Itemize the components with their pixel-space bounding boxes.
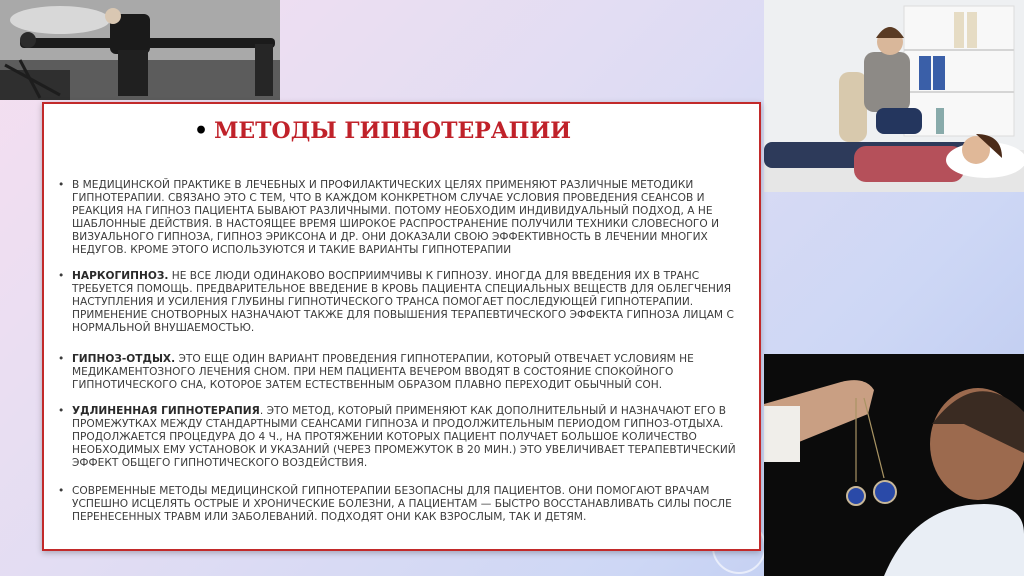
bullet: •	[58, 405, 65, 417]
paragraph-conclusion	[58, 485, 754, 524]
paragraph-keyword: НАРКОГИПНОЗ.	[72, 270, 169, 282]
paragraph-text	[72, 270, 754, 335]
paragraph-keyword: УДЛИНЕННАЯ ГИПНОТЕРАПИЯ	[72, 405, 260, 417]
bullet: •	[58, 485, 65, 497]
slide-title-text: МЕТОДЫ ГИПНОТЕРАПИИ	[214, 118, 572, 144]
paragraph-extended-hypnotherapy	[58, 405, 754, 470]
therapy-session-photo	[764, 0, 1024, 192]
paragraph-text	[72, 485, 754, 524]
paragraph-narcohypnosis	[58, 270, 754, 335]
paragraph-intro	[58, 179, 754, 257]
paragraph-text	[72, 179, 754, 257]
content-card	[42, 102, 761, 551]
paragraph-body: НЕ ВСЕ ЛЮДИ ОДИНАКОВО ВОСПРИИМЧИВЫ К ГИПНОЗУ. ИНОГДА ДЛЯ ВВЕДЕНИЯ ИХ В ТРАНС ТРЕБУЕТСЯ ПОМОЩЬ. ПРЕДВАРИТЕЛЬНОЕ ВВЕДЕНИЕ В КРОВЬ ПАЦИЕНТА СПЕЦИАЛЬНЫХ ВЕЩЕСТВ ДЛЯ ОБЛЕГЧЕНИЯ НАСТУПЛЕНИЯ И УСИЛЕНИЯ ГЛУБИНЫ ГИПНОТИЧЕСКОГО ТРАНСА ПОМОГАЕТ ПОСЛЕДУЮЩЕЙ ГИПНОТЕРАПИИ. ПРИМЕНЕНИЕ СНОТВОРНЫХ НАЗНАЧАЮТ ТАКЖЕ ДЛЯ ПОВЫШЕНИЯ ТЕРАПЕВТИЧЕСКОГО ЭФФЕКТА ГИПНОЗА ЛИЦАМ С НОРМАЛЬНОЙ ВНУШАЕМОСТЬЮ.	[72, 270, 734, 334]
paragraph-text	[72, 405, 754, 470]
paragraph-body: . ЭТО МЕТОД, КОТОРЫЙ ПРИМЕНЯЮТ КАК ДОПОЛНИТЕЛЬНЫЙ И НАЗНАЧАЮТ ЕГО В ПРОМЕЖУТКАХ МЕЖДУ СТАНДАРТНЫМИ СЕАНСАМИ ГИПНОЗА И ПРОДОЛЖИТЕЛЬНЫМ ПЕРИОДОМ ГИПНОЗ-ОТДЫХА. ПРОДОЛЖАЕТСЯ ПРОЦЕДУРА ДО 4 Ч., НА ПРОТЯЖЕНИИ КОТОРЫХ ПАЦИЕНТ ПОЛУЧАЕТ БОЛЬШОЕ КОЛИЧЕСТВО НЕОБХОДИМЫХ ЕМУ УСТАНОВОК И УКАЗАНИЙ (ЧЕРЕЗ ПРОМЕЖУТОК В 20 МИН.) ЭТО УВЕЛИЧИВАЕТ ТЕРАПЕВТИЧЕСКИЙ ЭФФЕКТ ОБЩЕГО ГИПНОТИЧЕСКОГО ВОЗДЕЙСТВИЯ.	[72, 405, 736, 469]
pendulum-hypnosis-photo	[764, 354, 1024, 576]
paragraph-text	[72, 353, 754, 392]
paragraph-body: СОВРЕМЕННЫЕ МЕТОДЫ МЕДИЦИНСКОЙ ГИПНОТЕРАПИИ БЕЗОПАСНЫ ДЛЯ ПАЦИЕНТОВ. ОНИ ПОМОГАЮТ ВРАЧАМ УСПЕШНО ИСЦЕЛЯТЬ ОСТРЫЕ И ХРОНИЧЕСКИЕ БОЛЕЗНИ, А ПАЦИЕНТАМ — БЫСТРО ВОССТАНАВЛИВАТЬ СИЛЫ ПОСЛЕ ПЕРЕНЕСЕННЫХ ТРАВМ ИЛИ ЗАБОЛЕВАНИЙ. ПОДХОДЯТ ОНИ КАК ВЗРОСЛЫМ, ТАК И ДЕТЯМ.	[72, 485, 732, 523]
title-bullet: •	[194, 118, 209, 144]
bullet: •	[58, 353, 65, 365]
hypnosis-demonstration-photo	[0, 0, 280, 100]
bullet: •	[58, 179, 65, 191]
paragraph-keyword: ГИПНОЗ-ОТДЫХ.	[72, 353, 176, 365]
paragraph-body: В МЕДИЦИНСКОЙ ПРАКТИКЕ В ЛЕЧЕБНЫХ И ПРОФИЛАКТИЧЕСКИХ ЦЕЛЯХ ПРИМЕНЯЮТ РАЗЛИЧНЫЕ МЕТОДИКИ ГИПНОТЕРАПИИ. СВЯЗАНО ЭТО С ТЕМ, ЧТО В КАЖДОМ КОНКРЕТНОМ СЛУЧАЕ УСЛОВИЯ ПРОВЕДЕНИЯ СЕАНСОВ И РЕАКЦИЯ НА ГИПНОЗ ПАЦИЕНТА БЫВАЮТ РАЗЛИЧНЫМИ. ПОТОМУ НЕОБХОДИМ ИНДИВИДУАЛЬНЫЙ ПОДХОД, А НЕ ШАБЛОННЫЕ ДЕЙСТВИЯ. В НАСТОЯЩЕЕ ВРЕМЯ ШИРОКОЕ РАСПРОСТРАНЕНИЕ ПОЛУЧИЛИ ТЕХНИКИ СЛОВЕСНОГО И ВИЗУАЛЬНОГО ГИПНОЗА, ГИПНОЗ ЭРИКСОНА И ДР. ОНИ ДОКАЗАЛИ СВОЮ ЭФФЕКТИВНОСТЬ В ЛЕЧЕНИИ МНОГИХ НЕДУГОВ. КРОМЕ ЭТОГО ИСПОЛЬЗУЮТСЯ И ТАКИЕ ВАРИАНТЫ ГИПНОТЕРАПИИ	[72, 179, 720, 256]
slide-title	[44, 118, 759, 144]
bullet: •	[58, 270, 65, 282]
paragraph-hypnosis-rest	[58, 353, 754, 392]
paragraph-body: ЭТО ЕЩЕ ОДИН ВАРИАНТ ПРОВЕДЕНИЯ ГИПНОТЕРАПИИ, КОТОРЫЙ ОТВЕЧАЕТ УСЛОВИЯМ НЕ МЕДИКАМЕНТОЗНОГО ЛЕЧЕНИЯ СНОМ. ПРИ НЕМ ПАЦИЕНТА ВЕЧЕРОМ ВВОДЯТ В СОСТОЯНИЕ СПОКОЙНОГО ГИПНОТИЧЕСКОГО СНА, КОТОРОЕ ЗАТЕМ ЕСТЕСТВЕННЫМ ОБРАЗОМ ПЛАВНО ПЕРЕХОДИТ ОБЫЧНЫЙ СОН.	[72, 353, 694, 391]
